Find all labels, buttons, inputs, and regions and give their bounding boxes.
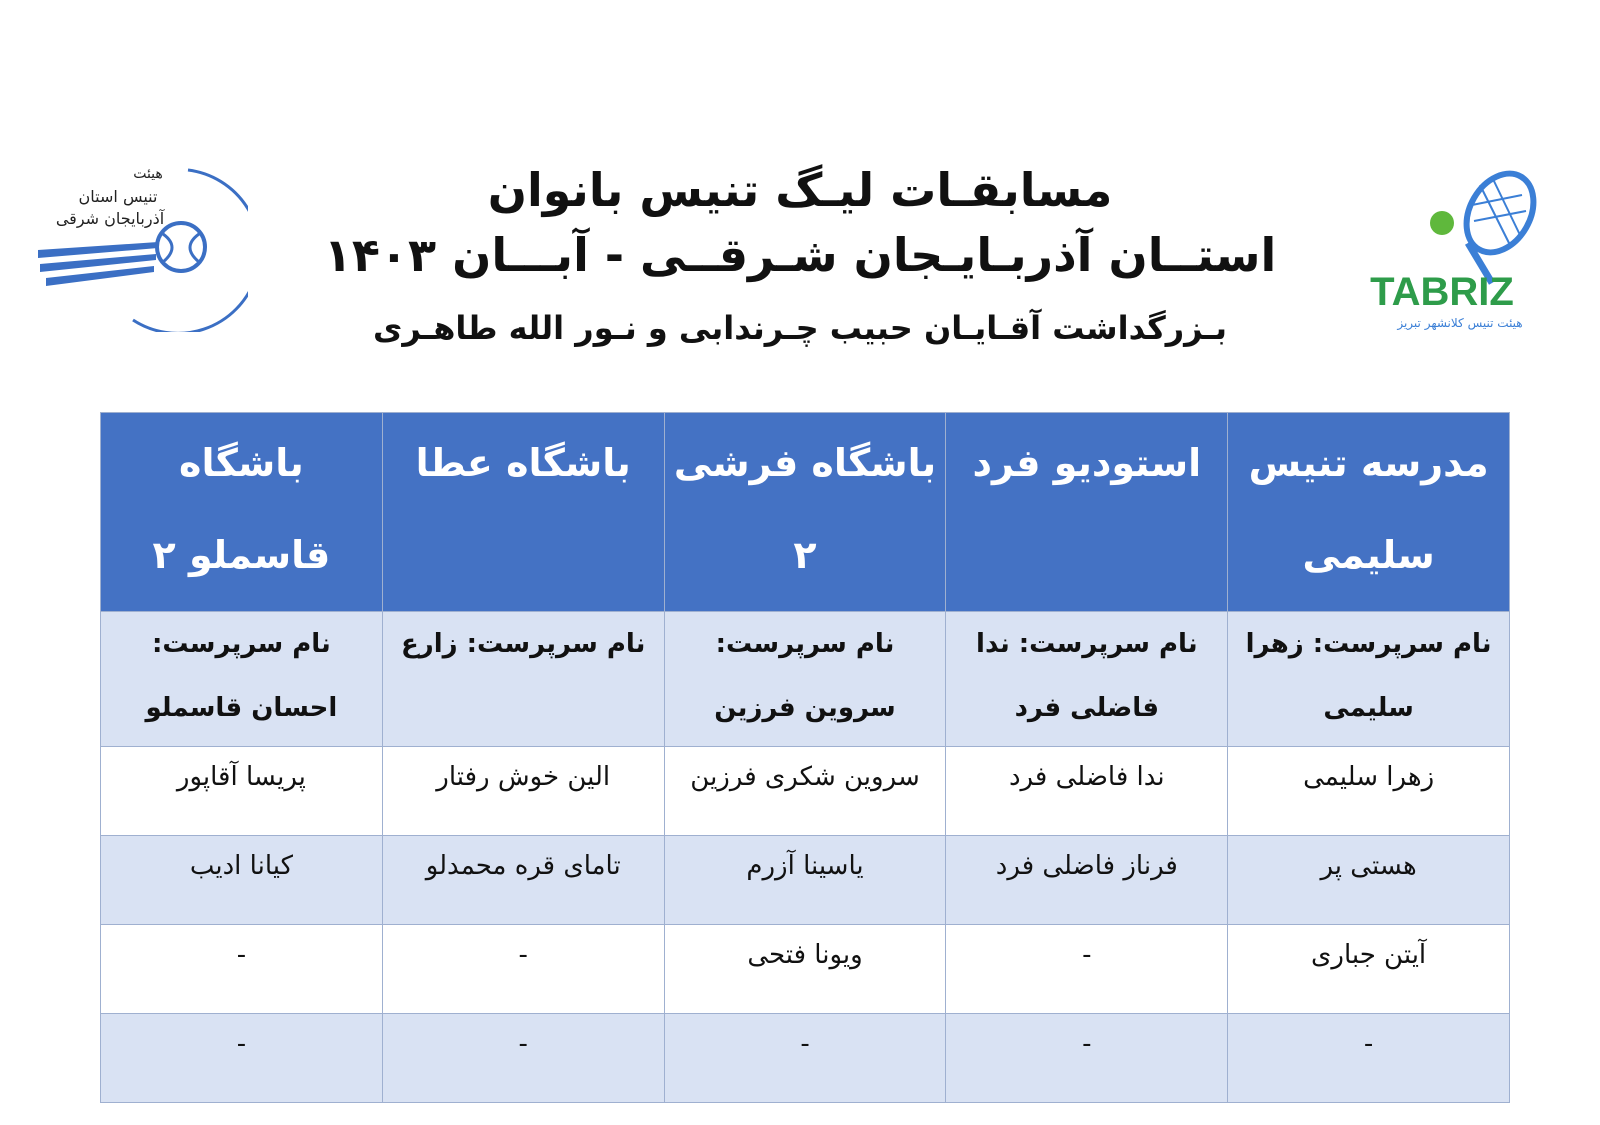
club-header: باشگاه فرشی ۲ xyxy=(664,413,946,612)
title-province: استــان آذربـایـجان شـرقــی - آبـــان ۱۴۰۳ xyxy=(323,228,1277,282)
player-cell: - xyxy=(1228,1014,1510,1103)
title-tribute: بـزرگداشت آقـایـان حبیب چـرندابی و نـور الله طاهـری xyxy=(373,309,1227,347)
provincial-tennis-board-logo xyxy=(38,162,248,332)
player-row xyxy=(101,1014,1510,1103)
supervisor-cell: نام سرپرست: سروین فرزین xyxy=(664,612,946,747)
club-header-row xyxy=(101,413,1510,612)
player-row xyxy=(101,747,1510,836)
logo-left-line3: آذربایجان شرقی xyxy=(55,209,165,228)
logo-right-brand: TABRIZ xyxy=(1370,270,1514,314)
player-cell: کیانا ادیب xyxy=(101,836,383,925)
player-cell: - xyxy=(101,1014,383,1103)
logo-left-line2: تنیس استان xyxy=(78,187,158,206)
player-cell: یاسینا آزرم xyxy=(664,836,946,925)
player-cell: زهرا سلیمی xyxy=(1228,747,1510,836)
title-block xyxy=(300,160,1300,358)
player-row xyxy=(101,836,1510,925)
player-cell: ویونا فتحی xyxy=(664,925,946,1014)
supervisor-cell: نام سرپرست: ندا فاضلی فرد xyxy=(946,612,1228,747)
logo-right-caption: هیئت تنیس کلانشهر تبریز xyxy=(1397,316,1523,330)
club-header: باشگاه عطا xyxy=(382,413,664,612)
player-cell: تامای قره محمدلو xyxy=(382,836,664,925)
player-cell: پریسا آقاپور xyxy=(101,747,383,836)
player-cell: آیتن جباری xyxy=(1228,925,1510,1014)
title-main: مسابقـات لیـگ تنیس بانوان xyxy=(487,163,1113,217)
player-cell: - xyxy=(101,925,383,1014)
player-cell: سروین شکری فرزین xyxy=(664,747,946,836)
tabriz-tennis-board-logo xyxy=(1360,165,1550,340)
player-cell: - xyxy=(946,1014,1228,1103)
club-header: استودیو فرد xyxy=(946,413,1228,612)
player-cell: الین خوش رفتار xyxy=(382,747,664,836)
league-table xyxy=(100,412,1510,1103)
player-cell: هستی پر xyxy=(1228,836,1510,925)
club-header: مدرسه تنیس سلیمی xyxy=(1228,413,1510,612)
supervisor-cell: نام سرپرست: احسان قاسملو xyxy=(101,612,383,747)
player-cell: - xyxy=(382,1014,664,1103)
club-header: باشگاه قاسملو ۲ xyxy=(101,413,383,612)
player-cell: ندا فاضلی فرد xyxy=(946,747,1228,836)
player-cell: - xyxy=(382,925,664,1014)
player-row xyxy=(101,925,1510,1014)
supervisor-cell: نام سرپرست: زارع xyxy=(382,612,664,747)
supervisor-cell: نام سرپرست: زهرا سلیمی xyxy=(1228,612,1510,747)
player-cell: - xyxy=(946,925,1228,1014)
player-cell: - xyxy=(664,1014,946,1103)
logo-left-line1: هیئت xyxy=(133,166,163,182)
supervisor-row xyxy=(101,612,1510,747)
player-cell: فرناز فاضلی فرد xyxy=(946,836,1228,925)
